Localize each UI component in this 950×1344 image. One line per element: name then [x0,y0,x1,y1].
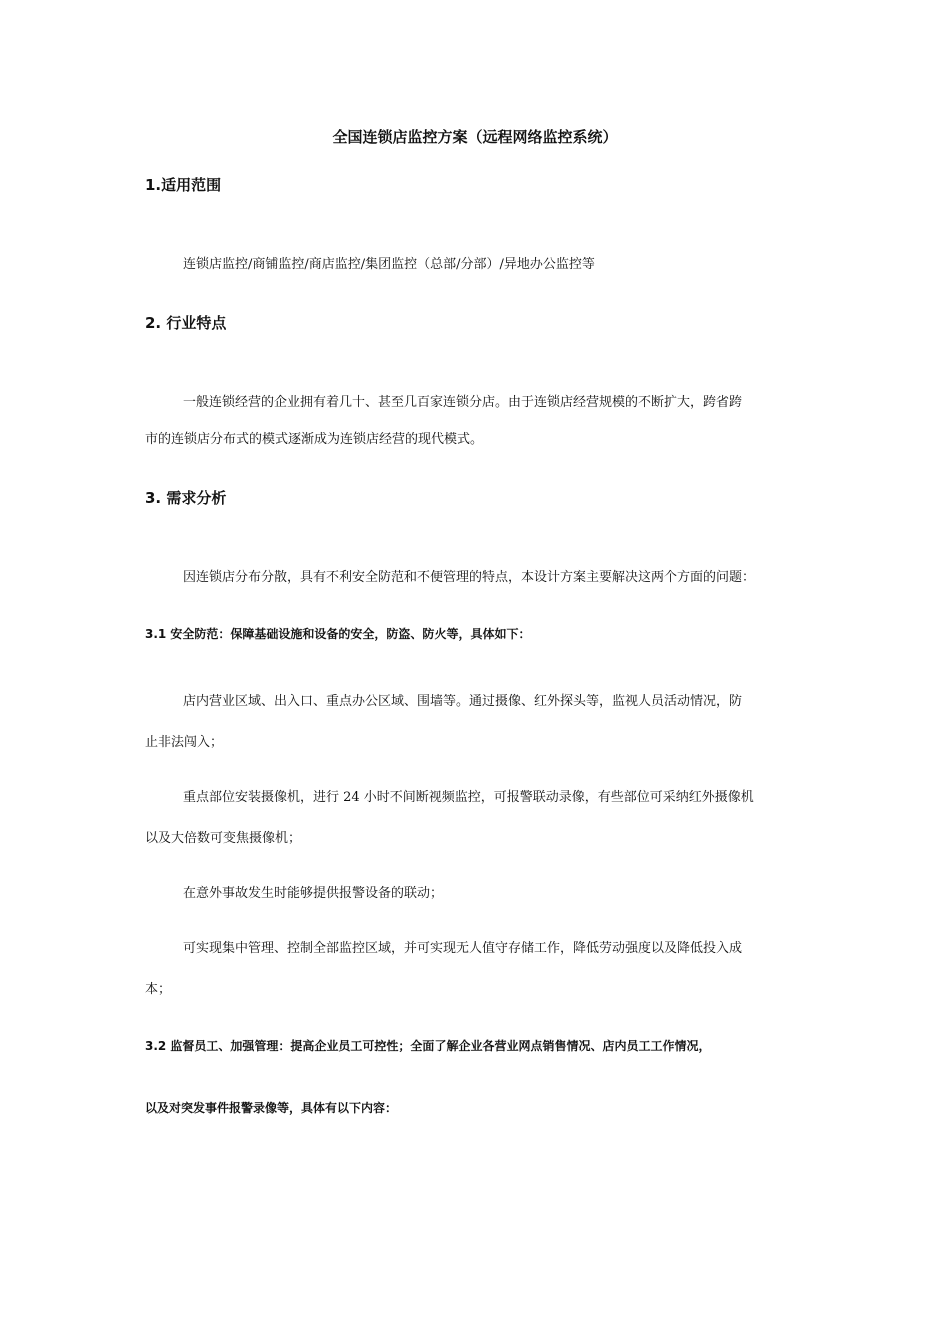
section-heading-scope: 1.适用范围 [145,176,222,194]
paragraph-line: 连锁店监控/商铺监控/商店监控/集团监控（总部/分部）/异地办公监控等 [183,257,595,272]
paragraph-line: 一般连锁经营的企业拥有着几十、甚至几百家连锁分店。由于连锁店经营规模的不断扩大，跨省跨 [183,395,743,410]
paragraph-line: 店内营业区域、出入口、重点办公区域、围墙等。通过摄像、红外探头等，监视人员活动情况，防 [183,694,743,709]
subsection-heading-3-2: 3.2 监督员工、加强管理：提高企业员工可控性；全面了解企业各营业网点销售情况、店内员工工作情况， [145,1039,711,1053]
paragraph-line: 本； [145,982,172,997]
section-heading-industry: 2. 行业特点 [145,314,227,332]
paragraph-line: 市的连锁店分布式的模式逐渐成为连锁店经营的现代模式。 [145,432,484,447]
subsection-heading-3-1: 3.1 安全防范：保障基础设施和设备的安全，防盗、防火等，具体如下： [145,627,531,641]
section-heading-requirements: 3. 需求分析 [145,489,227,507]
paragraph-line: 止非法闯入； [145,735,224,750]
paragraph-line: 在意外事故发生时能够提供报警设备的联动； [183,886,444,901]
paragraph-line: 因连锁店分布分散，具有不利安全防范和不便管理的特点，本设计方案主要解决这两个方面的问题： [183,570,756,585]
paragraph-line: 可实现集中管理、控制全部监控区域，并可实现无人值守存储工作，降低劳动强度以及降低投入成 [183,941,743,956]
subsection-heading-3-2-continued: 以及对突发事件报警录像等，具体有以下内容： [145,1101,398,1115]
document-title: 全国连锁店监控方案（远程网络监控系统） [332,128,618,146]
paragraph-line: 重点部位安装摄像机，进行 24 小时不间断视频监控，可报警联动录像，有些部位可采纳红外摄像机 [183,790,754,805]
paragraph-line: 以及大倍数可变焦摄像机； [145,831,302,846]
